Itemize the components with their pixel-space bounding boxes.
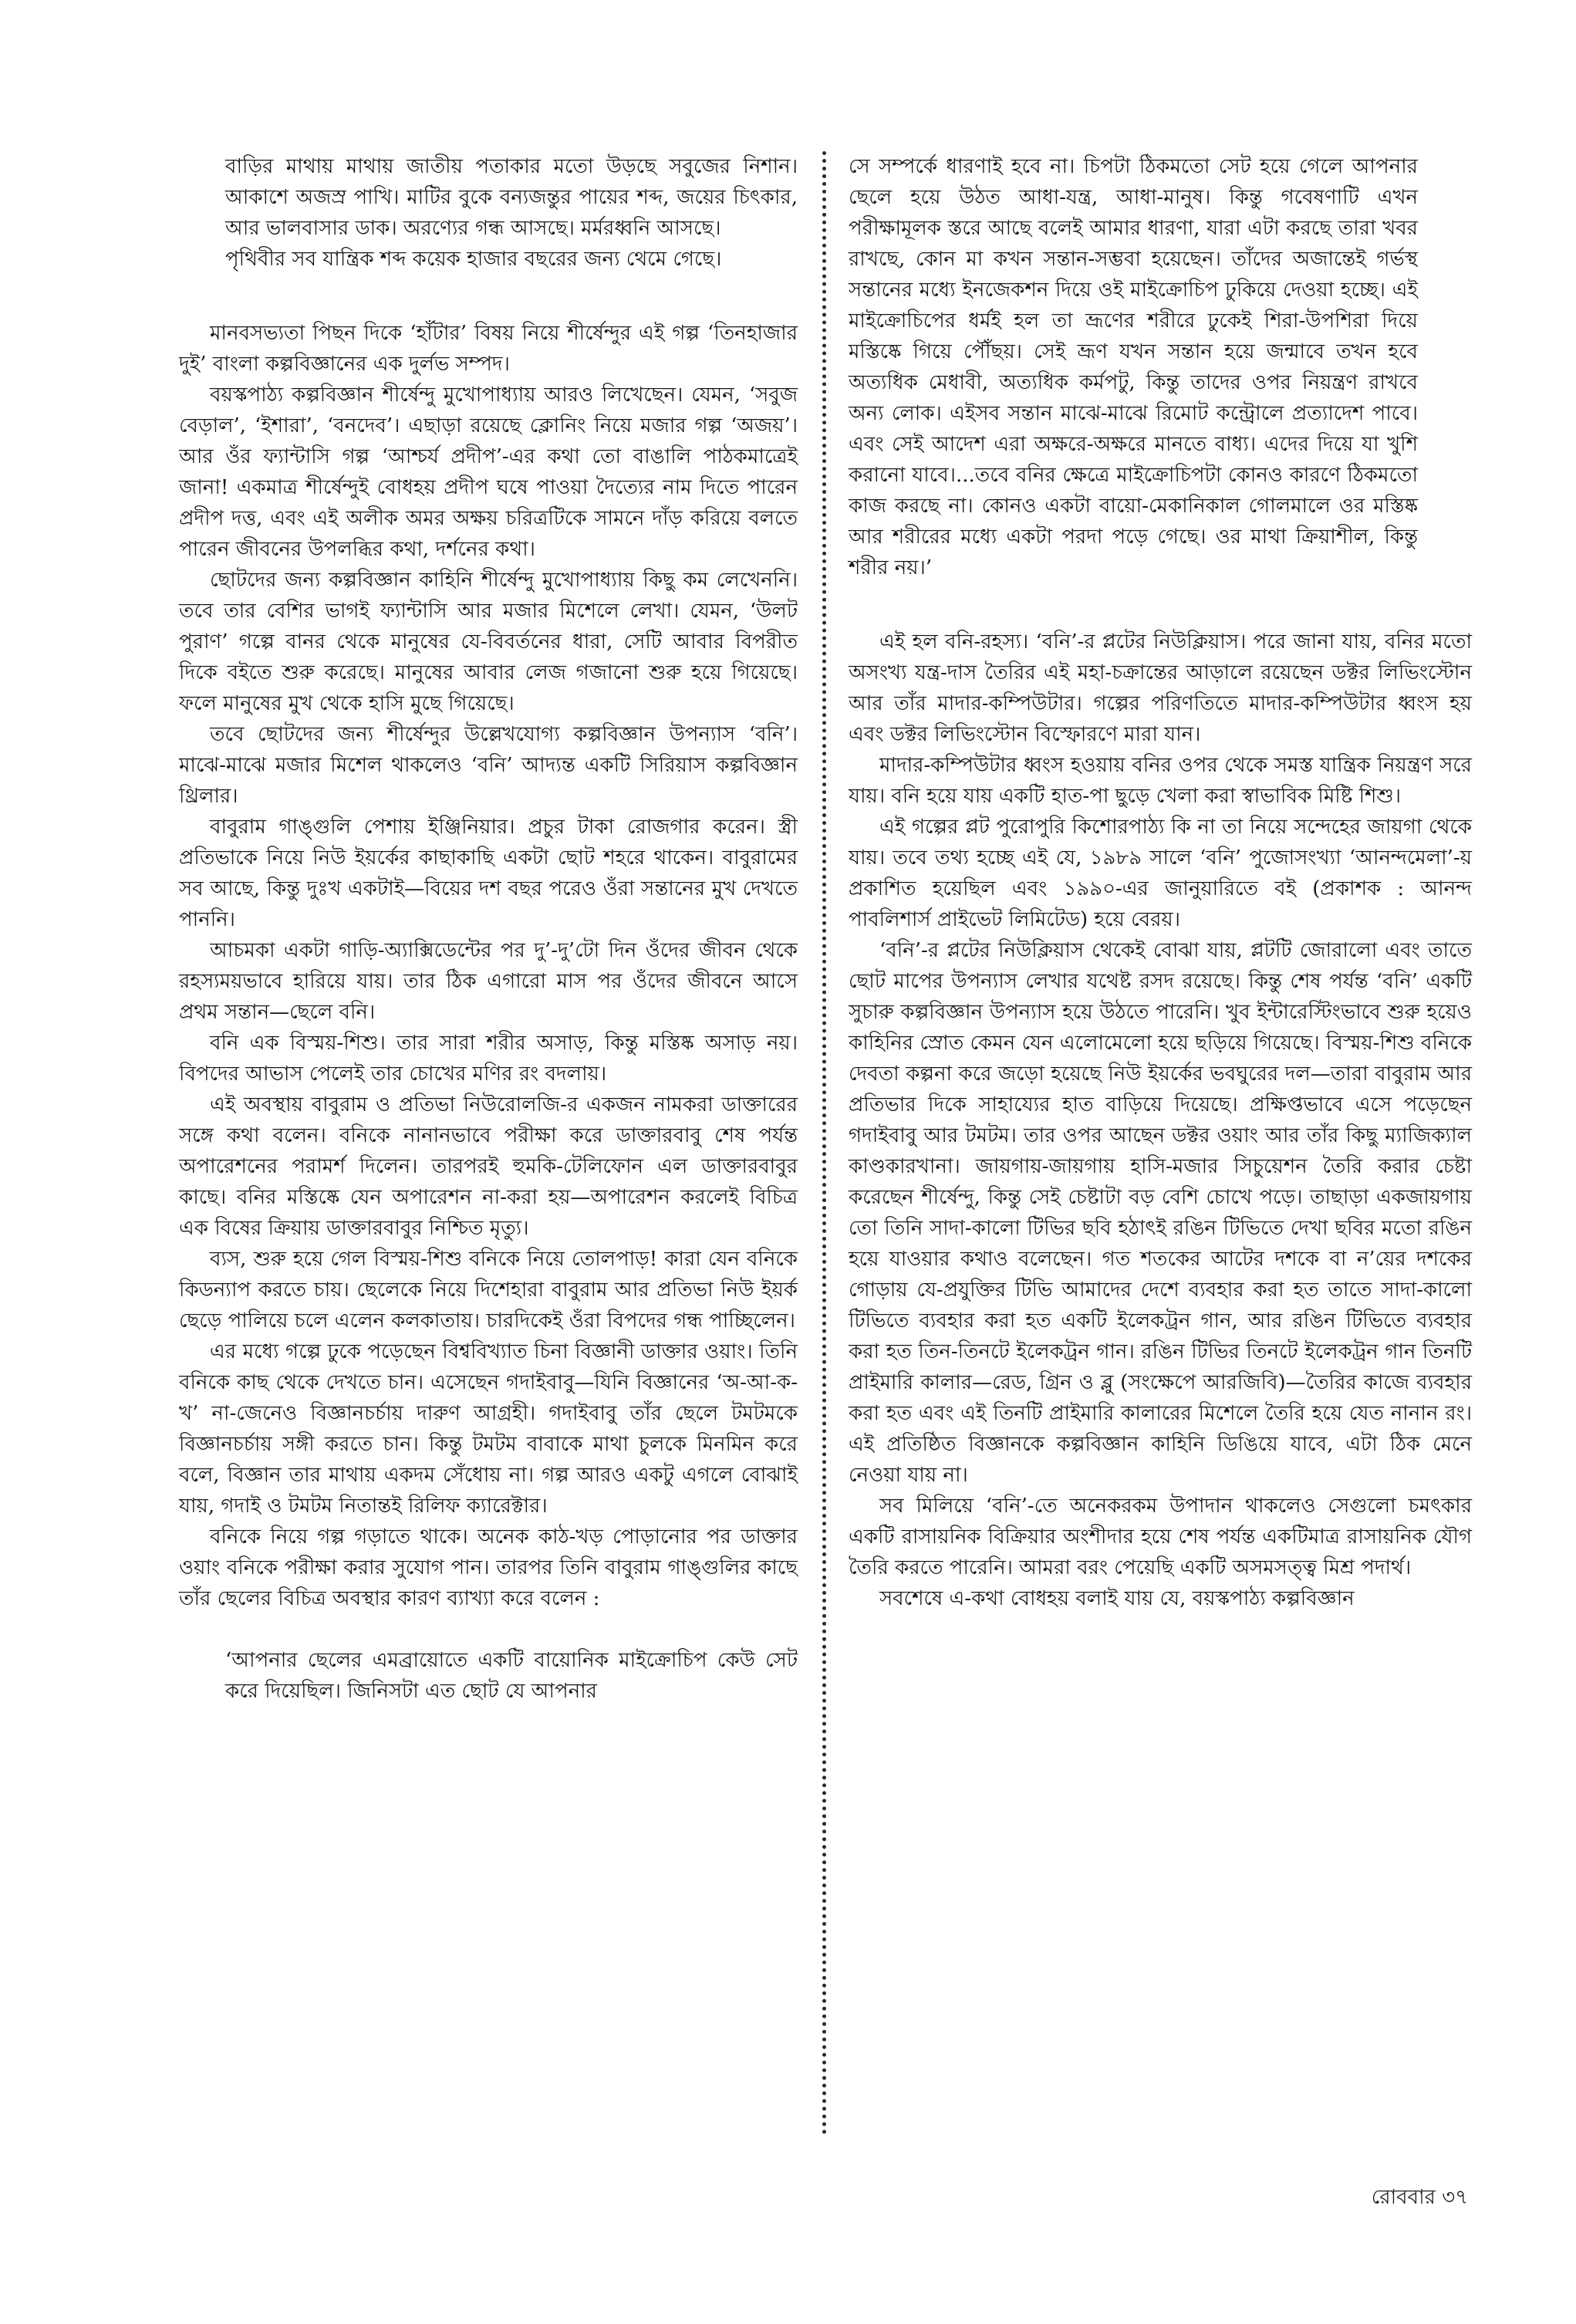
quote-paragraph: বাড়ির মাথায় মাথায় জাতীয় পতাকার মতো উড়ছে সবুজের নিশান। আকাশে অজস্র পাখি। মাটির বুকে বন্যজন্তুর পায়ের শব্দ, জয়ের চিৎকার, আর ভালবাসার ডাক। অরণ্যের গন্ধ আসছে। মর্মরধ্বনি আসছে। [225, 155, 798, 240]
body-paragraph: এই গল্পের প্লট পুরোপুরি কিশোরপাঠ্য কি না তা নিয়ে সন্দেহের জায়গা থেকে যায়। তবে তথ্য হচ্ছে এই যে, ১৯৮৯ সালে ‘বনি’ পুজোসংখ্যা ‘আনন্দমেলা’-য় প্রকাশিত হয়েছিল এবং ১৯৯০-এর জানুয়ারিতে বই (প্রকাশক : আনন্দ পাবলিশার্স প্রাইভেট লিমিটেড) হয়ে বেরয়। [849, 816, 1472, 931]
column-divider [822, 151, 826, 2136]
body-paragraph: বনিকে নিয়ে গল্প গড়াতে থাকে। অনেক কাঠ-খড় পোড়ানোর পর ডাক্তার ওয়াং বনিকে পরীক্ষা করার সুযোগ পান। তারপর তিনি বাবুরাম গাঙ্গুলির কাছে তাঁর ছেলের বিচিত্র অবস্থার কারণ ব্যাখ্যা করে বলেন : [179, 1525, 798, 1610]
body-paragraph: এর মধ্যে গল্পে ঢুকে পড়েছেন বিশ্ববিখ্যাত চিনা বিজ্ঞানী ডাক্তার ওয়াং। তিনি বনিকে কাছ থেকে দেখতে চান। এসেছেন গদাইবাবু—যিনি বিজ্ঞানের ‘অ-আ-ক-খ’ না-জেনেও বিজ্ঞানচর্চায় দারুণ আগ্রহী। গদাইবাবু তাঁর ছেলে টমটমকে বিজ্ঞানচর্চায় সঙ্গী করতে চান। কিন্তু টমটম বাবাকে মাথা চুলকে মিনমিন করে বলে, বিজ্ঞান তার মাথায় একদম সেঁধোয় না। গল্প আরও একটু এগলে বোঝাই যায়, গদাই ও টমটম নিতান্তই রিলিফ ক্যারেক্টার। [179, 1340, 798, 1518]
page-footer: রোববার ৩৭ [1371, 2186, 1468, 2209]
body-paragraph: ‘বনি’-র প্লটের নিউক্লিয়াস থেকেই বোঝা যায়, প্লটটি জোরালো এবং তাতে ছোট মাপের উপন্যাস লেখার যথেষ্ট রসদ রয়েছে। কিন্তু শেষ পর্যন্ত ‘বনি’ একটি সুচারু কল্পবিজ্ঞান উপন্যাস হয়ে উঠতে পারেনি। খুব ইন্টারেস্টিংভাবে শুরু হয়েও কাহিনির স্রোত কেমন যেন এলোমেলো হয়ে ছড়িয়ে গিয়েছে। বিস্ময়-শিশু বনিকে দেবতা কল্পনা করে জড়ো হয়েছে নিউ ইয়র্কের ভবঘুরের দল—তারা বাবুরাম আর প্রতিভার দিকে সাহায্যের হাত বাড়িয়ে দিয়েছে। প্রক্ষিপ্তভাবে এসে পড়েছেন গদাইবাবু আর টমটম। তার ওপর আছেন ডক্টর ওয়াং আর তাঁর কিছু ম্যাজিক্যাল কাণ্ডকারখানা। জায়গায়-জায়গায় হাসি-মজার সিচুয়েশন তৈরি করার চেষ্টা করেছেন শীর্ষেন্দু, কিন্তু সেই চেষ্টাটা বড় বেশি চোখে পড়ে। তাছাড়া একজায়গায় তো তিনি সাদা-কালো টিভির ছবি হঠাৎই রঙিন টিভিতে দেখা ছবির মতো রঙিন হয়ে যাওয়ার কথাও বলেছেন। গত শতকের আটের দশকে বা ন’য়ের দশকের গোড়ায় যে-প্রযুক্তির টিভি আমাদের দেশে ব্যবহার করা হত তাতে সাদা-কালো টিভিতে ব্যবহার করা হত একটি ইলেকট্রন গান, আর রঙিন টিভিতে ব্যবহার করা হত তিন-তিনটে ইলেকট্রন গান। রঙিন টিভির তিনটে ইলেকট্রন গান তিনটি প্রাইমারি কালার—রেড, গ্রিন ও ব্লু (সংক্ষেপে আরজিবি)—তৈরির কাজে ব্যবহার করা হত এবং এই তিনটি প্রাইমারি কালারের মিশেলে তৈরি হয়ে যেত নানান রং। এই প্রতিষ্ঠিত বিজ্ঞানকে কল্পবিজ্ঞান কাহিনি ডিঙিয়ে যাবে, এটা ঠিক মেনে নেওয়া যায় না। [849, 939, 1472, 1487]
body-paragraph: ছোটদের জন্য কল্পবিজ্ঞান কাহিনি শীর্ষেন্দু মুখোপাধ্যায় কিছু কম লেখেননি। তবে তার বেশির ভাগই ফ্যান্টাসি আর মজার মিশেলে লেখা। যেমন, ‘উলট পুরাণ’ গল্পে বানর থেকে মানুষের যে-বিবর্তনের ধারা, সেটি আবার বিপরীত দিকে বইতে শুরু করেছে। মানুষের আবার লেজ গজানো শুরু হয়ে গিয়েছে। ফলে মানুষের মুখ থেকে হাসি মুছে গিয়েছে। [179, 569, 798, 715]
body-paragraph: বয়স্কপাঠ্য কল্পবিজ্ঞান শীর্ষেন্দু মুখোপাধ্যায় আরও লিখেছেন। যেমন, ‘সবুজ বেড়াল’, ‘ইশারা’, ‘বনদেব’। এছাড়া রয়েছে ক্লোনিং নিয়ে মজার গল্প ‘অজয়’। আর ওঁর ফ্যান্টাসি গল্প ‘আশ্চর্য প্রদীপ’-এর কথা তো বাঙালি পাঠকমাত্রেই জানা! একমাত্র শীর্ষেন্দুই বোধহয় প্রদীপ ঘষে পাওয়া দৈত্যের নাম দিতে পারেন প্রদীপ দত্ত, এবং এই অলীক অমর অক্ষয় চরিত্রটিকে সামনে দাঁড় করিয়ে বলতে পারেন জীবনের উপলব্ধির কথা, দর্শনের কথা। [179, 383, 798, 561]
body-paragraph: বাবুরাম গাঙ্গুলি পেশায় ইঞ্জিনিয়ার। প্রচুর টাকা রোজগার করেন। স্ত্রী প্রতিভাকে নিয়ে নিউ ইয়র্কের কাছাকাছি একটা ছোট শহরে থাকেন। বাবুরামের সব আছে, কিন্তু দুঃখ একটাই—বিয়ের দশ বছর পরেও ওঁরা সন্তানের মুখ দেখতে পাননি। [179, 816, 798, 931]
body-paragraph: তবে ছোটদের জন্য শীর্ষেন্দুর উল্লেখযোগ্য কল্পবিজ্ঞান উপন্যাস ‘বনি’। মাঝে-মাঝে মজার মিশেল থাকলেও ‘বনি’ আদ্যন্ত একটি সিরিয়াস কল্পবিজ্ঞান থ্রিলার। [179, 723, 798, 808]
right-column [849, 151, 1472, 1614]
quote-paragraph: পৃথিবীর সব যান্ত্রিক শব্দ কয়েক হাজার বছরের জন্য থেমে গেছে। [225, 248, 722, 271]
body-paragraph: আচমকা একটা গাড়ি-অ্যাক্সিডেন্টের পর দু’-দু’টো দিন ওঁদের জীবন থেকে রহস্যময়ভাবে হারিয়ে যায়। তার ঠিক এগারো মাস পর ওঁদের জীবনে আসে প্রথম সন্তান—ছেলে বনি। [179, 939, 798, 1024]
body-paragraph: মাদার-কম্পিউটার ধ্বংস হওয়ায় বনির ওপর থেকে সমস্ত যান্ত্রিক নিয়ন্ত্রণ সরে যায়। বনি হয়ে যায় একটি হাত-পা ছুড়ে খেলা করা স্বাভাবিক মিষ্টি শিশু। [849, 754, 1472, 808]
body-paragraph: সবশেষে এ-কথা বোধহয় বলাই যায় যে, বয়স্কপাঠ্য কল্পবিজ্ঞান [879, 1587, 1355, 1610]
body-paragraph: বনি এক বিস্ময়-শিশু। তার সারা শরীর অসাড়, কিন্তু মস্তিষ্ক অসাড় নয়। বিপদের আভাস পেলেই তার চোখের মণির রং বদলায়। [179, 1032, 798, 1086]
body-paragraph: এই হল বনি-রহস্য। ‘বনি’-র প্লটের নিউক্লিয়াস। পরে জানা যায়, বনির মতো অসংখ্য যন্ত্র-দাস তৈরির এই মহা-চক্রান্তের আড়ালে রয়েছেন ডক্টর লিভিংস্টোন আর তাঁর মাদার-কম্পিউটার। গল্পের পরিণতিতে মাদার-কম্পিউটার ধ্বংস হয় এবং ডক্টর লিভিংস্টোন বিস্ফোরণে মারা যান। [849, 630, 1472, 746]
body-paragraph: এই অবস্থায় বাবুরাম ও প্রতিভা নিউরোলজি-র একজন নামকরা ডাক্তারের সঙ্গে কথা বলেন। বনিকে নানানভাবে পরীক্ষা করে ডাক্তারবাবু শেষ পর্যন্ত অপারেশনের পরামর্শ দিলেন। তারপরই হুমকি-টেলিফোন এল ডাক্তারবাবুর কাছে। বনির মস্তিষ্কে যেন অপারেশন না-করা হয়—অপারেশন করলেই বিচিত্র এক বিষের ক্রিয়ায় ডাক্তারবাবুর নিশ্চিত মৃত্যু। [179, 1093, 798, 1240]
body-paragraph: সব মিলিয়ে ‘বনি’-তে অনেকরকম উপাদান থাকলেও সেগুলো চমৎকার একটি রাসায়নিক বিক্রিয়ার অংশীদার হয়ে শেষ পর্যন্ত একটিমাত্র রাসায়নিক যৌগ তৈরি করতে পারেনি। আমরা বরং পেয়েছি একটি অসমসত্ত্ব মিশ্র পদার্থ। [849, 1495, 1472, 1579]
quote-paragraph: ‘আপনার ছেলের এমব্রায়োতে একটি বায়োনিক মাইক্রোচিপ কেউ সেট করে দিয়েছিল। জিনিসটা এত ছোট যে আপনার [225, 1649, 798, 1703]
quote-paragraph-continued: সে সম্পর্কে ধারণাই হবে না। চিপটা ঠিকমতো সেট হয়ে গেলে আপনার ছেলে হয়ে উঠত আধা-যন্ত্র, আধা-মানুষ। কিন্তু গবেষণাটি এখন পরীক্ষামূলক স্তরে আছে বলেই আমার ধারণা, যারা এটা করছে তারা খবর রাখছে, কোন মা কখন সন্তান-সম্ভবা হয়েছেন। তাঁদের অজান্তেই গর্ভস্থ সন্তানের মধ্যে ইনজেকশন দিয়ে ওই মাইক্রোচিপ ঢুকিয়ে দেওয়া হচ্ছে। এই মাইক্রোচিপের ধর্মই হল তা ভ্রূণের শরীরে ঢুকেই শিরা-উপশিরা দিয়ে মস্তিষ্কে গিয়ে পৌঁছয়। সেই ভ্রূণ যখন সন্তান হয়ে জন্মাবে তখন হবে অত্যধিক মেধাবী, অত্যধিক কর্মপটু, কিন্তু তাদের ওপর নিয়ন্ত্রণ রাখবে অন্য লোক। এইসব সন্তান মাঝে-মাঝে রিমোট কন্ট্রোলে প্রত্যাদেশ পাবে। এবং সেই আদেশ এরা অক্ষরে-অক্ষরে মানতে বাধ্য। এদের দিয়ে যা খুশি করানো যাবে।...তবে বনির ক্ষেত্রে মাইক্রোচিপটা কোনও কারণে ঠিকমতো কাজ করছে না। কোনও একটা বায়ো-মেকানিকাল গোলমালে ওর মস্তিষ্ক আর শরীরের মধ্যে একটা পরদা পড়ে গেছে। ওর মাথা ক্রিয়াশীল, কিন্তু শরীর নয়।’ [849, 155, 1418, 579]
body-paragraph: ব্যস, শুরু হয়ে গেল বিস্ময়-শিশু বনিকে নিয়ে তোলপাড়! কারা যেন বনিকে কিডন্যাপ করতে চায়। ছেলেকে নিয়ে দিশেহারা বাবুরাম আর প্রতিভা নিউ ইয়র্ক ছেড়ে পালিয়ে চলে এলেন কলকাতায়। চারদিকেই ওঁরা বিপদের গন্ধ পাচ্ছিলেন। [179, 1248, 798, 1333]
left-column [179, 151, 798, 1707]
body-paragraph: মানবসভ্যতা পিছন দিকে ‘হাঁটার’ বিষয় নিয়ে শীর্ষেন্দুর এই গল্প ‘তিনহাজার দুই’ বাংলা কল্পবিজ্ঞানের এক দুর্লভ সম্পদ। [179, 322, 798, 376]
